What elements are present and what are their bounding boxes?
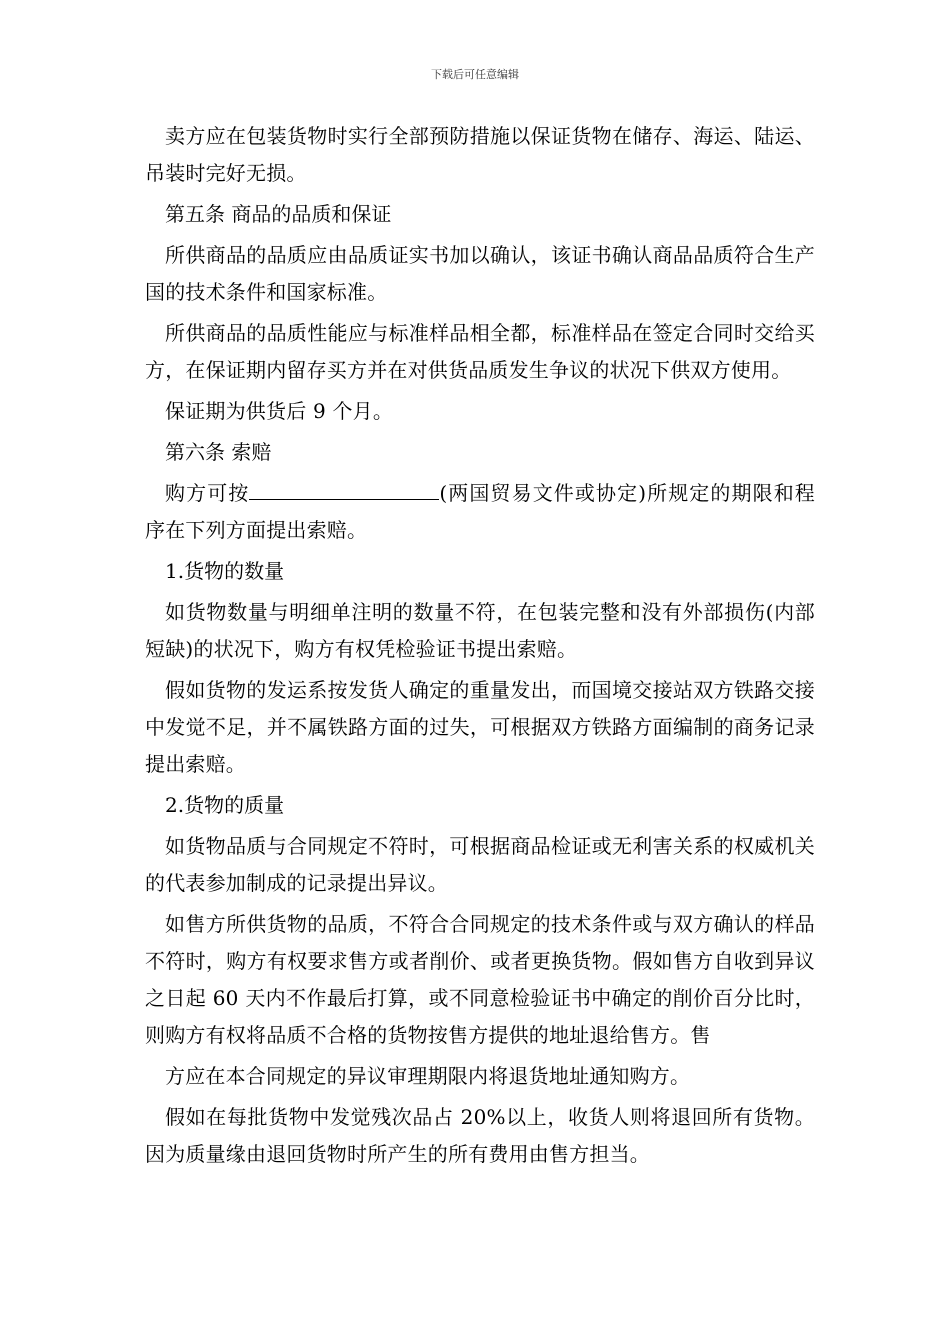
- quantity-heading: 1.货物的数量: [165, 559, 285, 583]
- article-5-heading: 第五条 商品的品质和保证: [165, 202, 392, 226]
- document-body: [145, 118, 815, 1177]
- paragraph-return-address: 方应在本合同规定的异议审理期限内将退货地址通知购方。: [165, 1064, 691, 1088]
- paragraph-weight-shortage: 假如货物的发运系按发货人确定的重量发出，而国境交接站双方铁路交接中发觉不足，并不属铁路方面的过失，可根据双方铁路方面编制的商务记录提出索赔。: [145, 678, 815, 776]
- paragraph-packaging: 卖方应在包装货物时实行全部预防措施以保证货物在储存、海运、陆运、吊装时完好无损。: [145, 124, 815, 185]
- paragraph-claim-basis: [145, 475, 815, 549]
- quality-heading: 2.货物的质量: [165, 793, 285, 817]
- fill-in-blank: [249, 481, 439, 500]
- page-header: 下载后可任意编辑: [431, 68, 519, 81]
- claim-basis-end: (两国贸易文件或协定)所规定的期限和程序在下列方面提出索赔。: [145, 481, 815, 542]
- paragraph-quality-objection: 如货物品质与合同规定不符时，可根据商品检证或无利害关系的权威机关的代表参加制成的记录提出异议。: [145, 834, 815, 895]
- paragraph-quality-certificate: 所供商品的品质应由品质证实书加以确认，该证书确认商品品质符合生产国的技术条件和国家标准。: [145, 243, 815, 304]
- paragraph-warranty-period: 保证期为供货后 9 个月。: [165, 399, 394, 423]
- paragraph-quantity-mismatch: 如货物数量与明细单注明的数量不符，在包装完整和没有外部损伤(内部短缺)的状况下，购方有权凭检验证书提出索赔。: [145, 600, 815, 661]
- article-6-heading: 第六条 索赔: [165, 440, 272, 464]
- paragraph-standard-sample: 所供商品的品质性能应与标准样品相全都，标准样品在签定合同时交给买方，在保证期内留存买方并在对供货品质发生争议的状况下供双方使用。: [145, 321, 815, 382]
- paragraph-defect-rate: 假如在每批货物中发觉残次品占 20%以上，收货人则将退回所有货物。因为质量缘由退回货物时所产生的所有费用由售方担当。: [145, 1105, 815, 1166]
- paragraph-return-goods: 如售方所供货物的品质，不符合合同规定的技术条件或与双方确认的样品不符时，购方有权要求售方或者削价、或者更换货物。假如售方自收到异议之日起 60 天内不作最后打算，或不同意检验证书中确定的削价百分比时，则购方有权将品质不合格的货物按售方提供的地址退给售方。售: [145, 912, 815, 1047]
- claim-basis-start: 购方可按: [165, 481, 250, 505]
